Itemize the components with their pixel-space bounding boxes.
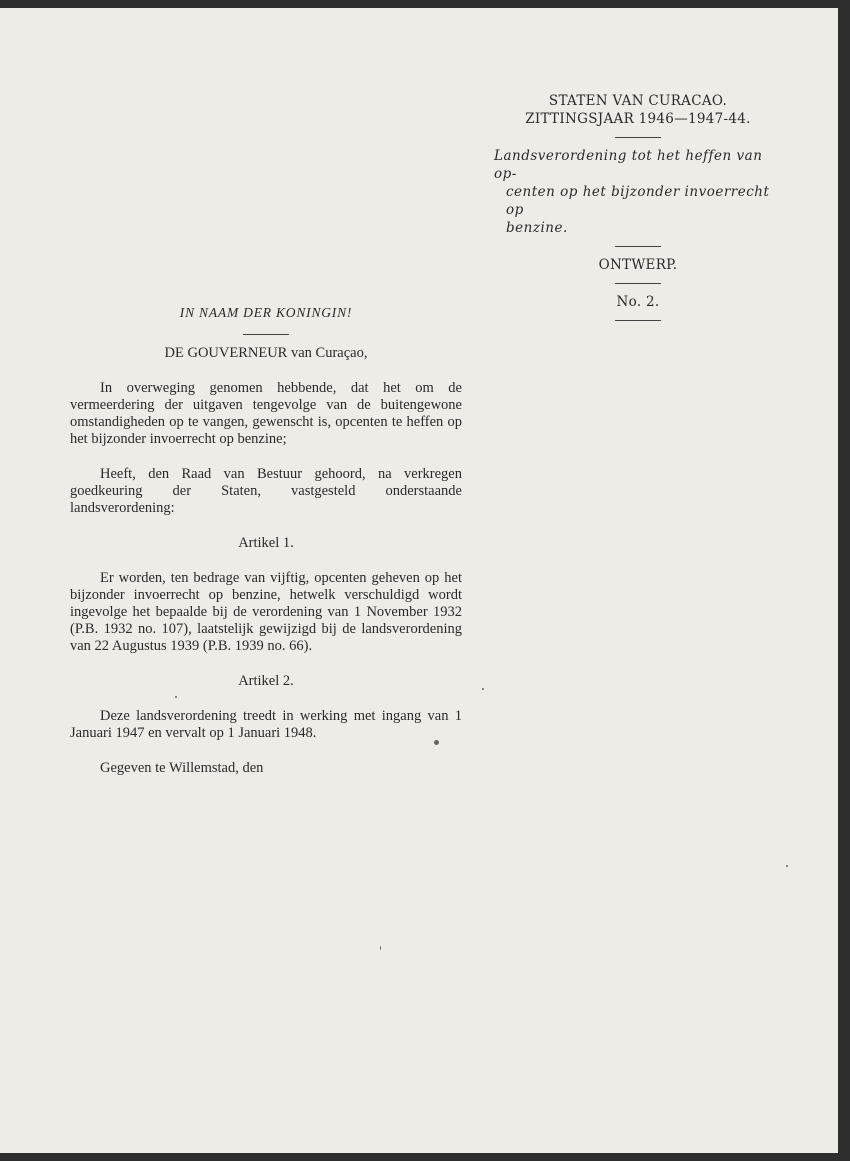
ordinance-title-line: benzine. xyxy=(506,220,568,236)
ink-speck xyxy=(786,865,788,867)
ink-speck xyxy=(434,740,439,745)
closing-line xyxy=(70,760,462,777)
article-2-paragraph xyxy=(70,708,462,742)
header-divider xyxy=(615,283,661,284)
ordinance-title-line: centen op het bijzonder invoerrecht op xyxy=(506,184,770,218)
header-divider xyxy=(615,137,661,138)
ordinance-title xyxy=(494,147,786,237)
document-header xyxy=(490,92,786,330)
header-divider xyxy=(615,246,661,247)
ink-speck xyxy=(380,946,381,950)
body-divider xyxy=(243,334,289,335)
preamble-text: In overweging genomen hebbende, dat het om de vermeerdering der uitgaven tengevolge van de buitengewone omstandigheden op te vangen, gewenscht is, opcenten te heffen op het bijzonder invoerrecht op benzine; xyxy=(70,380,462,447)
draft-label: ONTWERP. xyxy=(598,257,678,273)
document-page xyxy=(0,8,838,1153)
article-1-text: Er worden, ten bedrage van vijftig, opcenten geheven op het bijzonder invoerrecht op benzine, hetwelk verschuldigd wordt ingevolge het bepaalde bij de verordening van 1 November 1932 (P.B. 1932 no. 107), laatstelijk gewijzigd bij de landsverordening van 22 Augustus 1939 (P.B. 1939 no. 66). xyxy=(70,570,462,654)
governor-title: DE GOUVERNEUR xyxy=(164,345,288,361)
ink-speck xyxy=(482,688,484,690)
header-divider xyxy=(615,320,661,321)
closing-text: Gegeven te Willemstad, den xyxy=(100,760,264,776)
article-1-title: Artikel 1. xyxy=(238,535,294,551)
governor-place: van Curaçao, xyxy=(287,345,368,361)
ordinance-title-line: Landsverordening tot het heffen van op- xyxy=(494,148,763,182)
header-session: ZITTINGSJAAR 1946—1947-44. xyxy=(525,111,751,127)
article-2-title: Artikel 2. xyxy=(238,673,294,689)
enactment-paragraph xyxy=(70,466,462,517)
enactment-text: Heeft, den Raad van Bestuur gehoord, na verkregen goedkeuring der Staten, vastgesteld onderstaande landsverordening: xyxy=(70,466,462,516)
article-2-text: Deze landsverordening treedt in werking met ingang van 1 Januari 1947 en vervalt op 1 Januari 1948. xyxy=(70,708,462,741)
governor-line xyxy=(70,345,462,362)
document-body xyxy=(70,304,462,777)
ink-speck xyxy=(175,696,177,698)
invocation: IN NAAM DER KONINGIN! xyxy=(179,305,353,320)
header-assembly: STATEN VAN CURACAO. xyxy=(548,93,728,109)
document-number: No. 2. xyxy=(616,294,660,310)
preamble-paragraph xyxy=(70,380,462,448)
article-1-paragraph xyxy=(70,570,462,655)
